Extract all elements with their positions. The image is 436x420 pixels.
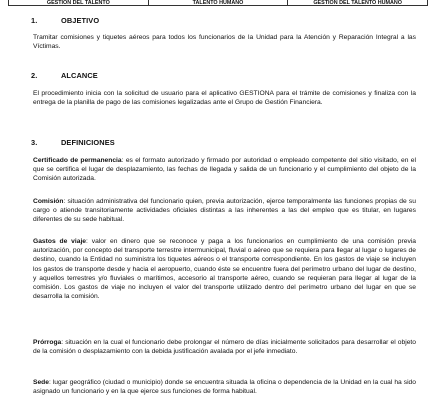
- definition-sede: [33, 378, 416, 396]
- definition-comision: [33, 197, 416, 225]
- definition-term: Sede: [33, 379, 49, 386]
- header-table: [8, 0, 428, 6]
- objetivo-text: Tramitar comisiones y tiquetes aéreos para todos los funcionarios de la Unidad para la Atención y Reparación Integral a las Víctimas.: [33, 34, 416, 51]
- section-number: 3.: [31, 138, 38, 147]
- section-heading-objetivo: [31, 16, 99, 25]
- definition-term: Gastos de viaje: [33, 238, 87, 245]
- section-heading-definiciones: [31, 138, 115, 147]
- section-title: OBJETIVO: [61, 16, 100, 25]
- definition-gastos: [33, 237, 416, 301]
- definition-term: Comisión: [33, 198, 64, 205]
- definition-text: : lugar geográfico (ciudad o municipio) donde se encuentra situada la oficina o dependencia de la Unidad en la cual ha sido asignado un funcionario y en la que ejerce sus funciones de forma habitual.: [33, 379, 416, 396]
- header-cell-3: GESTIÓN DEL TALENTO HUMANO: [313, 0, 402, 5]
- definition-text: : situación administrativa del funcionario quien, previa autorización, ejerce temporalmente las funciones propias de su cargo o atiende transitoriamente actividades oficiales distintas a las inherentes a las del empleo que es titular, en lugares diferentes de su sede habitual.: [33, 198, 416, 224]
- definition-text: : situación en la cual el funcionario debe prolongar el número de días inicialmente solicitados para desarrollar el objeto de la comisión o desplazamiento con la debida justificación avalada por el jefe inmediato.: [33, 339, 416, 356]
- section-heading-alcance: [31, 71, 98, 80]
- header-cell-2: TALENTO HUMANO: [149, 0, 289, 5]
- definition-certificado: [33, 156, 416, 184]
- header-cell-1: GESTIÓN DEL TALENTO: [9, 0, 149, 5]
- definition-term: Certificado de permanencia: [33, 157, 122, 164]
- section-number: 1.: [31, 16, 38, 25]
- section-title: ALCANCE: [61, 71, 98, 80]
- section-title: DEFINICIONES: [61, 138, 115, 147]
- section-number: 2.: [31, 71, 38, 80]
- definition-text: : valor en dinero que se reconoce y paga a los funcionarios en cumplimiento de una comisión previa autorización, por concepto del transporte terrestre intermunicipal, fluvial o aéreo que se requiera para llegar al lugar o lugares de destino, cuando la Entidad no suministra los tiquetes aéreos o el transporte correspondiente. En los gastos de viaje se incluyen los gastos de transporte desde y hacia el aeropuerto, cuando éste se encuentre fuera del perímetro urbano del lugar de destino, y aquellos terrestres y/o fluviales o marítimos, accesorio al transporte aéreo, cuando se requieran para llegar al lugar de la comisión. Los gastos de viaje no incluyen el valor del transporte utilizado dentro del perímetro urbano del lugar en que se desarrolla la comisión.: [33, 238, 416, 301]
- definition-term: Prórroga: [33, 339, 62, 346]
- definition-prorroga: [33, 338, 416, 356]
- alcance-text: El procedimiento inicia con la solicitud de usuario para el aplicativo GESTIONA para el trámite de comisiones y finaliza con la entrega de la planilla de pago de las comisiones legalizadas ante el Grupo de Gestión Financiera.: [33, 90, 416, 107]
- definition-text: : es el formato autorizado y firmado por autoridad o empleado competente del sitio visitado, en el que se certifica el lugar de desplazamiento, las fechas de llegada y salida de un funcionario y el cumplimiento del objeto de la Comisión autorizada.: [33, 157, 416, 183]
